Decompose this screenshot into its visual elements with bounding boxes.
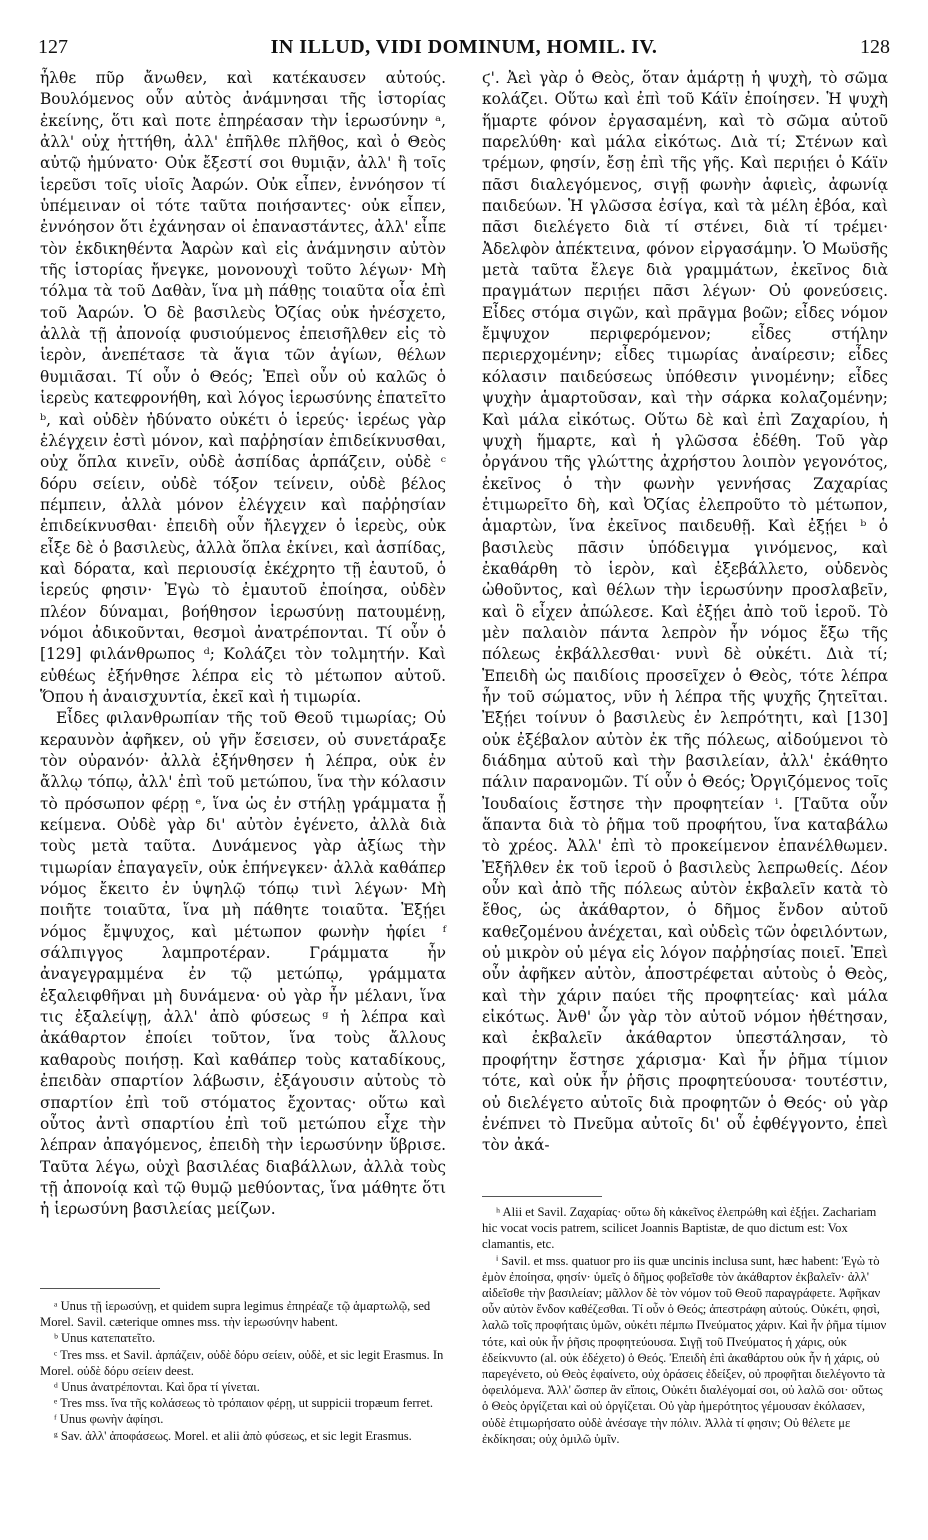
footnote: ᵈ Unus ἀνατρέπονται. Καὶ ὅρα τί γίνεται. — [54, 1380, 260, 1395]
footnote: ʰ Alii et Savil. Ζαχαρίας· οὕτω δὴ κἀκεῖνος ἐλεπρώθη καὶ ἐξῄει. Zachariam hic vocat vocis patrem, scilicet Joannis Baptistæ, de quo dictum est: Vox clamantis, etc. — [482, 1205, 877, 1252]
footnote: ᵉ Tres mss. ἵνα τῆς κολάσεως τὸ τρόπαιον φέρῃ, ut suppicii tropæum ferret. — [54, 1396, 433, 1411]
left-paragraph-1: ἦλθε πῦρ ἄνωθεν, καὶ κατέκαυσεν αὐτούς. Βουλόμενος οὖν αὐτὸς ἀνάμνησαι τῆς ἱστορίας ἐκείνης, ὅτι καὶ ποτε ἐπηρέασαν τὴν ἱερωσύνην ᵃ, ἀλλ' οὐχ ἡττήθη, ἀλλ' ἐπῆλθε πλῆθος, καὶ ὁ Θεὸς αὐτῷ ἠμύνατο· Οὐκ ἔξεστί σοι θυμιᾷν, ἀλλ' ἢ τοῖς ἱερεῦσι τοῖς υἱοῖς Ἀαρών. Οὐκ εἶπεν, ἐννόησον τί ὑπέμειναν οἱ τότε ταῦτα ποιήσαντες· οὐκ εἶπεν, ἐννόησον ὅτι ἐχάνησαν οἱ ἐπαναστάντες, ἀλλ' εἶπε τὸν ἐκδικηθέντα Ἀαρὼν καὶ εἰς ἀνάμνησιν αὐτὸν τῆς ἱστορίας ἤνεγκε, μονονουχὶ τοῦτο λέγων· Μὴ τόλμα τὰ τοῦ Δαθὰν, ἵνα μὴ πάθῃς τοιαῦτα οἷα ἐπὶ τοῦ Ἀαρών. Ὁ δὲ βασιλεὺς Ὀζίας οὐκ ἠνέσχετο, ἀλλὰ τῇ ἀπονοίᾳ φυσιούμενος ἐπεισῆλθεν εἰς τὸ ἱερὸν, ἀνεπέτασε τὰ ἅγια τῶν ἁγίων, θέλων θυμιᾶσαι. Τί οὖν ὁ Θεός; Ἐπεὶ οὖν οὐ καλῶς ὁ ἱερεὺς κατεφρονήθη, καὶ λόγος ἱερωσύνης ἐπατεῖτο ᵇ, καὶ οὐδὲν ἠδύνατο οὐκέτι ὁ ἱερεύς· ἱερέως γὰρ ἐλέγχειν ἐστὶ μόνον, καὶ παῤῥησίαν ἐπιδείκνυσθαι, οὐχ ὅπλα κινεῖν, οὐδὲ ἀσπίδας ἁρπάζειν, οὐδὲ ᶜ δόρυ σείειν, οὐδὲ τόξον τείνειν, οὐδὲ βέλος πέμπειν, ἀλλὰ μόνον ἐλέγχειν καὶ παῤῥησίαν ἐπιδείκνυσθαι· ἐπειδὴ οὖν ἤλεγχεν ὁ ἱερεὺς, οὐκ εἶξε δὲ ὁ βασιλεὺς, ἀλλὰ ὅπλα ἐκίνει, καὶ ἀσπίδας, καὶ δόρατα, καὶ περιουσίᾳ ἐκέχρητο τῇ ἑαυτοῦ, ὁ ἱερεύς φησιν· Ἐγὼ τὸ ἐμαυτοῦ ἐποίησα, οὐδὲν πλέον δύναμαι, βοήθησον ἱερωσύνῃ πατουμένῃ, νόμοι ἀδικοῦνται, θεσμοὶ ἀνατρέπονται. Τί οὖν ὁ [129] φιλάνθρωπος ᵈ; Κολάζει τὸν τολμητήν. Καὶ εὐθέως ἐξήνθησε λέπρα εἰς τὸ μέτωπον αὐτοῦ. Ὅπου ἡ ἀναισχυντία, ἐκεῖ καὶ ἡ τιμωρία. — [40, 69, 446, 706]
footnote: ⁱ Savil. et mss. quatuor pro iis quæ uncinis inclusa sunt, hæc habent: Ἐγὼ τὸ ἐμὸν ἐποίησα, φησίν· ὑμεῖς ὁ δῆμος φοβεῖσθε τὸν ἀκάθαρτον ἐκβαλεῖν· ἀλλ' αἰδεῖσθε τὴν βασιλείαν; μᾶλλον δὲ τὸν νόμον τοῦ Θεοῦ παραγράφετε. Ἀφῆκαν οὖν αὐτὸν ἔνδον καθέζεσθαι. Τί οὖν ὁ Θεός; ἀπεστράφη αὐτούς. Οὐκέτι, φησὶ, λαλῶ τοῖς προφήταις ὑμῶν, οὐκέτι πέμπω Πνεύματος χάριν. Καὶ ἦν ῥῆμα τίμιον τότε, καὶ οὐκ ἦν ῥῆσις προφητεύουσα. Σιγῇ τοῦ Πνεύματος ἡ χάρις, οὐκ ἐδείκνυντο (al. οὐκ ἐδέχετο) ὁ Θεός. Ἐπειδὴ ἐπὶ ἀκαθάρτου οὐκ ἦν ἡ χάρις, οὐ παρεγένετο, οὐ Θεὸς ἐφαίνετο, οὐχ ὁράσεις ἐδείξεν, οὐ προφῆται διελέγοντο τὰ ὀφειλόμενα. Ἀλλ' ὥσπερ ἂν εἴποις, Οὐκέτι διαλέγομαί σοι, οὐ λαλῶ σοι· οὕτως ὁ Θεὸς ὀργίζεται καὶ οὐ ὀργίζεται. Οὐ γὰρ ἡμερότητος γέμουσαν ἐκόλασεν, οὐδὲ ἐτιμωρήσατο οὐδὲ ἀνέσαγε τὴν πόλιν. Ἀλλὰ τί φησιν; Οὐ θέλετε με ἐκδίκησαι; οὐχ ὁμιλῶ ὑμῖν. — [482, 1253, 887, 1446]
page-number-right: 128 — [860, 36, 890, 58]
running-title: IN ILLUD, VIDI DOMINUM, HOMIL. IV. — [270, 36, 658, 58]
footnote: ᶠ Unus φωνὴν ἀφίησι. — [54, 1412, 164, 1427]
footnote-rule-right — [482, 1196, 602, 1197]
left-column — [40, 68, 446, 1221]
right-column — [482, 68, 888, 1157]
footnotes-right — [482, 1204, 888, 1447]
footnote: ᵃ Unus τῇ ἱερωσύνῃ, et quidem supra legimus ἐπηρέαζε τῷ ἁμαρτωλῷ, sed Morel. Savil. cæterique omnes mss. τὴν ἱερωσύνην habent. — [40, 1299, 431, 1330]
left-paragraph-2: Εἶδες φιλανθρωπίαν τῆς τοῦ Θεοῦ τιμωρίας; Οὐ κεραυνὸν ἀφῆκεν, οὐ γῆν ἔσεισεν, οὐ συνετάραξε τὸν οὐρανόν· ἀλλὰ ἐξήνθησεν ἡ λέπρα, οὐκ ἐν ἄλλῳ τόπῳ, ἀλλ' ἐπὶ τοῦ μετώπου, ἵνα τὴν κόλασιν τὸ πρόσωπον φέρῃ ᵉ, ἵνα ὡς ἐν στήλῃ γράμματα ᾖ κείμενα. Οὐδὲ γὰρ δι' αὐτὸν ἐγένετο, ἀλλὰ διὰ τοὺς μετὰ ταῦτα. Δυνάμενος γὰρ ἀξίως τὴν τιμωρίαν ἐπαγαγεῖν, οὐκ ἐπήνεγκεν· ἀλλὰ καθάπερ νόμος ἔκειτο ἐν ὑψηλῷ τόπῳ τινὶ λέγων· Μὴ ποιῆτε τοιαῦτα, ἵνα μὴ πάθητε τοιαῦτα. Ἐξῄει νόμος ἔμψυχος, καὶ μέτωπον φωνὴν ἠφίει ᶠ σάλπιγγος λαμπροτέραν. Γράμματα ἦν ἀναγεγραμμένα ἐν τῷ μετώπῳ, γράμματα ἐξαλειφθῆναι μὴ δυνάμενα· οὐ γὰρ ἦν μέλανι, ἵνα τις ἐξαλείψῃ, ἀλλ' ἀπὸ φύσεως ᵍ ἡ λέπρα καὶ ἀκάθαρτον ἐποίει τοῦτον, ἵνα τοὺς ἄλλους καθαροὺς ποιήσῃ. Καὶ καθάπερ τοὺς καταδίκους, ἐπειδὰν σπαρτίον λάβωσιν, ἐξάγουσιν αὐτοὺς τὸ σπαρτίον ἐπὶ τοῦ στόματος ἔχοντας· οὕτω καὶ οὗτος ἀντὶ σπαρτίου ἐπὶ τοῦ μετώπου εἶχε τὴν λέπραν ἀπαγόμενος, ἐπειδὴ τὴν ἱερωσύνην ὕβρισε. Ταῦτα λέγω, οὐχὶ βασιλέας διαβάλλων, ἀλλὰ τοὺς τῇ ἀπονοίᾳ καὶ τῷ θυμῷ μεθύοντας, ἵνα μάθητε ὅτι ἡ ἱερωσύνη βασιλείας μείζων. — [40, 709, 446, 1219]
footnote: ᵍ Sav. ἀλλ' ἀποφάσεως. Morel. et alii ἀπὸ φύσεως, et sic legit Erasmus. — [54, 1428, 412, 1443]
footnote: ᶜ Tres mss. et Savil. ἁρπάζειν, οὐδὲ δόρυ σείειν, οὐδὲ, et sic legit Erasmus. In Morel. οὐδὲ δόρυ σείειν deest. — [40, 1347, 444, 1378]
page-number-left: 127 — [38, 36, 68, 58]
footnotes-left — [40, 1298, 446, 1444]
right-paragraph-1: ϛ'. Ἀεὶ γὰρ ὁ Θεὸς, ὅταν ἁμάρτῃ ἡ ψυχὴ, τὸ σῶμα κολάζει. Οὕτω καὶ ἐπὶ τοῦ Κάϊν ἐποίησεν. Ἡ ψυχὴ ἥμαρτε φόνον ἐργασαμένη, καὶ τὸ σῶμα αὐτοῦ παρελύθη· καὶ μάλα εἰκότως. Διὰ τί; Στένων καὶ τρέμων, φησίν, ἔσῃ ἐπὶ τῆς γῆς. Καὶ περιῄει ὁ Κάϊν πᾶσι διαλεγόμενος, σιγῇ φωνὴν ἀφιεὶς, ἀφωνίᾳ παιδεύων. Ἡ γλῶσσα ἐσίγα, καὶ τὰ μέλη ἐβόα, καὶ πᾶσι διελέγετο διὰ τί στένει, διὰ τί τρέμει· Ἀδελφὸν ἀπέκτεινα, φόνον εἰργασάμην. Ὁ Μωϋσῆς μετὰ ταῦτα ἔλεγε διὰ γραμμάτων, ἐκεῖνος διὰ πραγμάτων περιῄει πᾶσι λέγων· Οὐ φονεύσεις. Εἶδες στόμα σιγῶν, καὶ πρᾶγμα βοῶν; εἶδες νόμον ἔμψυχον περιφερόμενον; εἶδες στήλην περιερχομένην; εἶδες τιμωρίας ἀναίρεσιν; εἶδες κόλασιν παιδεύσεως ὑπόθεσιν γινομένην; εἶδες ψυχὴν ἁμαρτοῦσαν, καὶ τὴν σάρκα κολαζομένην; Καὶ μάλα εἰκότως. Οὕτω δὲ καὶ ἐπὶ Ζαχαρίου, ἡ ψυχὴ ἥμαρτε, καὶ ἡ γλῶσσα ἐδέθη. Τοῦ γὰρ ὀργάνου τῆς γλώττης ἀχρήστου λοιπὸν γεγονότος, ἐκεῖνος ὁ τὴν φωνὴν γεννήσας Ζαχαρίας ἐτιμωρεῖτο δὴ, καὶ Ὀζίας ἐλεπροῦτο τὸ μέτωπον, ἁμαρτὼν, ἵνα ἐκεῖνος παιδευθῇ. Καὶ ἐξῄει ᵇ ὁ βασιλεὺς πᾶσιν ὑπόδειγμα γινόμενος, καὶ ἐκαθάρθη τὸ ἱερὸν, καὶ ἐξεβάλλετο, οὐδενὸς ὠθοῦντος, καὶ θέλων τὴν ἱερωσύνην προσλαβεῖν, καὶ ὃ εἶχεν ἀπώλεσε. Καὶ ἐξῄει ἀπὸ τοῦ ἱεροῦ. Τὸ μὲν παλαιὸν πάντα λεπρὸν ἦν νόμος ἔξω τῆς πόλεως ἐκβάλλεσθαι· νυνὶ δὲ οὐκέτι. Διὰ τί; Ἐπειδὴ ὡς παιδίοις προσεῖχεν ὁ Θεὸς, τότε λέπρα ἦν τοῦ σώματος, νῦν ἡ λέπρα τῆς ψυχῆς ζητεῖται. Ἐξῄει τοίνυν ὁ βασιλεὺς ἐν λεπρότητι, καὶ [130] οὐκ ἐξέβαλον αὐτὸν ἐκ τῆς πόλεως, αἰδούμενοι τὸ διάδημα αὐτοῦ καὶ τὴν βασιλείαν, ἀλλ' ἐκάθητο πάλιν παρανομῶν. Τί οὖν ὁ Θεός; Ὀργιζόμενος τοῖς Ἰουδαίοις ἔστησε τὴν προφητείαν ⁱ. [Ταῦτα οὖν ἅπαντα διὰ τὸ ῥῆμα τοῦ προφήτου, ἵνα καταβάλω τὸ χρέος. Ἀλλ' ἐπὶ τὸ προκείμενον ἐπανέλθωμεν. Ἐξῆλθεν ἐκ τοῦ ἱεροῦ ὁ βασιλεὺς λεπρωθείς. Δέον οὖν καὶ ἀπὸ τῆς πόλεως αὐτὸν ἐκβαλεῖν κατὰ τὸ ἔθος, ὡς ἀκάθαρτον, ὁ δῆμος ἔνδον αὐτοῦ καθεζομένου ἀνέχεται, καὶ οὐδεὶς τῶν ὀφειλόντων, οὐ μικρὸν οὐ μέγα εἰς λόγον παῤῥησίας ποιεῖ. Ἐπεὶ οὖν ἀφῆκεν αὐτὸν, ἀποστρέφεται αὐτοὺς ὁ Θεὸς, καὶ τὴν χάριν παύει τῆς προφητείας· καὶ μάλα εἰκότως. Ἀνθ' ὧν γὰρ τὸν αὐτοῦ νόμον ἠθέτησαν, καὶ ἐκβαλεῖν ἀκάθαρτον ὑπεστάλησαν, τὸ προφήτην ἔστησε χάρισμα· Καὶ ἦν ῥῆμα τίμιον τότε, καὶ οὐκ ἦν ῥῆσις προφητεύουσα· τουτέστιν, οὐ διελέγετο αὐτοῖς διὰ προφητῶν ὁ Θεός· οὐ γὰρ ἐνέπνει τὸ Πνεῦμα αὐτοῖς δι' οὗ ἐφθέγγοντο, ἐπεὶ τὸν ἀκά- — [482, 69, 888, 1155]
footnote: ᵇ Unus κατεπατεῖτο. — [54, 1331, 156, 1346]
footnote-rule-left — [40, 1288, 160, 1289]
page-header — [0, 34, 928, 64]
